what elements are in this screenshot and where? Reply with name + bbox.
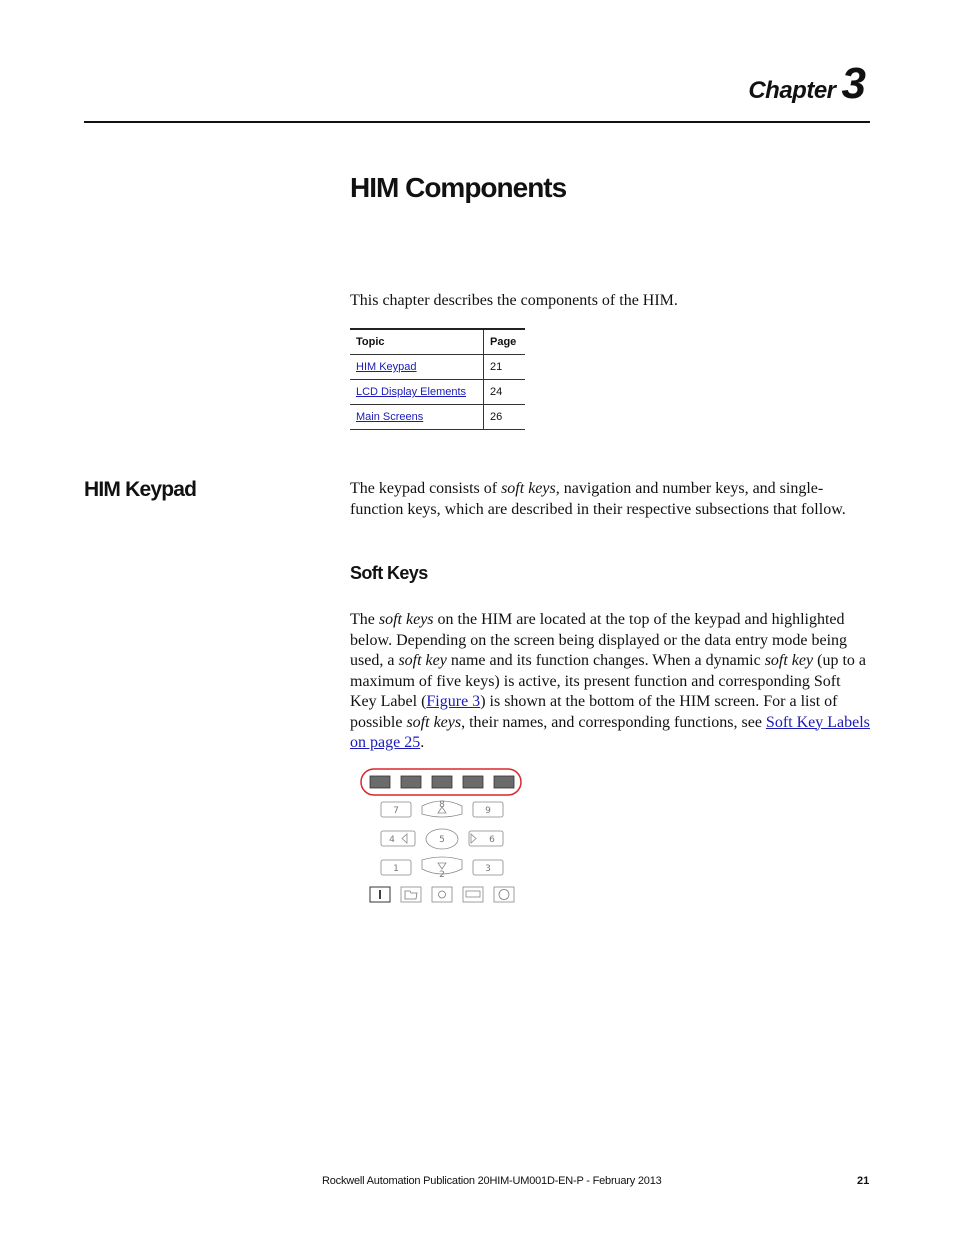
soft-key-3 [432, 776, 452, 788]
right-arrow-icon [471, 834, 476, 843]
key-label-7: 7 [393, 806, 399, 816]
table-cell-page: 24 [484, 380, 526, 405]
keypad-icon [466, 891, 480, 897]
down-arrow-icon [438, 863, 446, 869]
text-run: The keypad consists of [350, 480, 502, 497]
figure-3-link[interactable]: Figure 3 [426, 693, 481, 710]
soft-key-1 [370, 776, 390, 788]
soft-keys-paragraph [350, 610, 870, 754]
help-icon [439, 891, 446, 898]
topic-link-lcd-display[interactable]: LCD Display Elements [356, 386, 467, 398]
key-6-right-arrow [469, 831, 503, 846]
topic-link-him-keypad[interactable]: HIM Keypad [356, 361, 417, 373]
key-label-3: 3 [485, 864, 491, 874]
topic-link-main-screens[interactable]: Main Screens [356, 411, 424, 423]
table-cell-topic [350, 355, 484, 380]
text-run: The [350, 611, 379, 628]
table-header-page: Page [484, 329, 526, 355]
text-run: , navigation and number keys, and single-function keys, which are described in their respective subsections that follow. [350, 480, 846, 518]
table-cell-page: 26 [484, 405, 526, 430]
help-key [432, 887, 452, 902]
text-run: name and its function changes. When a dynamic [446, 652, 765, 669]
table-row [350, 405, 525, 430]
chapter-rule [84, 121, 870, 123]
folders-key [401, 887, 421, 902]
left-arrow-icon [402, 834, 407, 843]
key-label-6: 6 [489, 835, 495, 845]
table-header-row [350, 329, 525, 355]
soft-keys-row [370, 776, 514, 788]
soft-key-2 [401, 776, 421, 788]
subsection-title-soft-keys: Soft Keys [350, 563, 428, 583]
table-row [350, 355, 525, 380]
footer-page-number: 21 [857, 1175, 870, 1187]
intro-text: This chapter describes the components of the HIM. [350, 292, 678, 309]
text-run: . [420, 734, 425, 751]
footer-publication: Rockwell Automation Publication 20HIM-UM001D-EN-P - February 2013 [322, 1175, 662, 1187]
key-label-9: 9 [485, 806, 491, 816]
table-row [350, 380, 525, 405]
function-keys-row [370, 887, 514, 902]
table-cell-topic [350, 405, 484, 430]
page-title: HIM Components [350, 172, 567, 203]
emphasis: soft keys [378, 611, 434, 628]
key-4-left-arrow [381, 831, 415, 846]
emphasis: soft key [764, 652, 814, 669]
emphasis: soft keys [501, 480, 556, 497]
emphasis: soft key [398, 652, 447, 669]
table-header-topic: Topic [350, 329, 484, 355]
table-cell-topic [350, 380, 484, 405]
stop-icon [499, 890, 509, 900]
text-run: , their names, and corresponding functions, see [461, 713, 766, 731]
keypad-paragraph [350, 479, 870, 520]
section-title-him-keypad: HIM Keypad [84, 478, 197, 501]
key-label-1: 1 [393, 864, 399, 874]
text-run: on the HIM are located at the top of the keypad and highlighted below. Depending on the screen being displayed or the data entry mode being used, a [350, 611, 848, 669]
text-run: (up to a maximum of five keys) is active, its present function and corresponding Soft Key Label ( [350, 652, 866, 710]
key-label-2: 2 [439, 870, 445, 880]
emphasis: soft keys [406, 713, 462, 731]
key-label-5: 5 [439, 835, 445, 845]
table-cell-page: 21 [484, 355, 526, 380]
soft-key-5 [494, 776, 514, 788]
chapter-number: 3 [841, 59, 866, 108]
topics-table [350, 328, 525, 430]
key-labels [389, 800, 495, 880]
soft-key-4 [463, 776, 483, 788]
him-keypad-figure [356, 766, 528, 910]
text-run: ) is shown at the bottom of the HIM screen. For a list of possible [350, 693, 838, 731]
folder-icon [405, 891, 417, 899]
soft-key-labels-link[interactable]: Soft Key Labels on page 25 [350, 713, 870, 751]
key-label-8: 8 [439, 800, 445, 810]
chapter-label: Chapter [748, 77, 836, 104]
chapter-heading [748, 59, 866, 108]
key-label-4: 4 [389, 835, 395, 845]
